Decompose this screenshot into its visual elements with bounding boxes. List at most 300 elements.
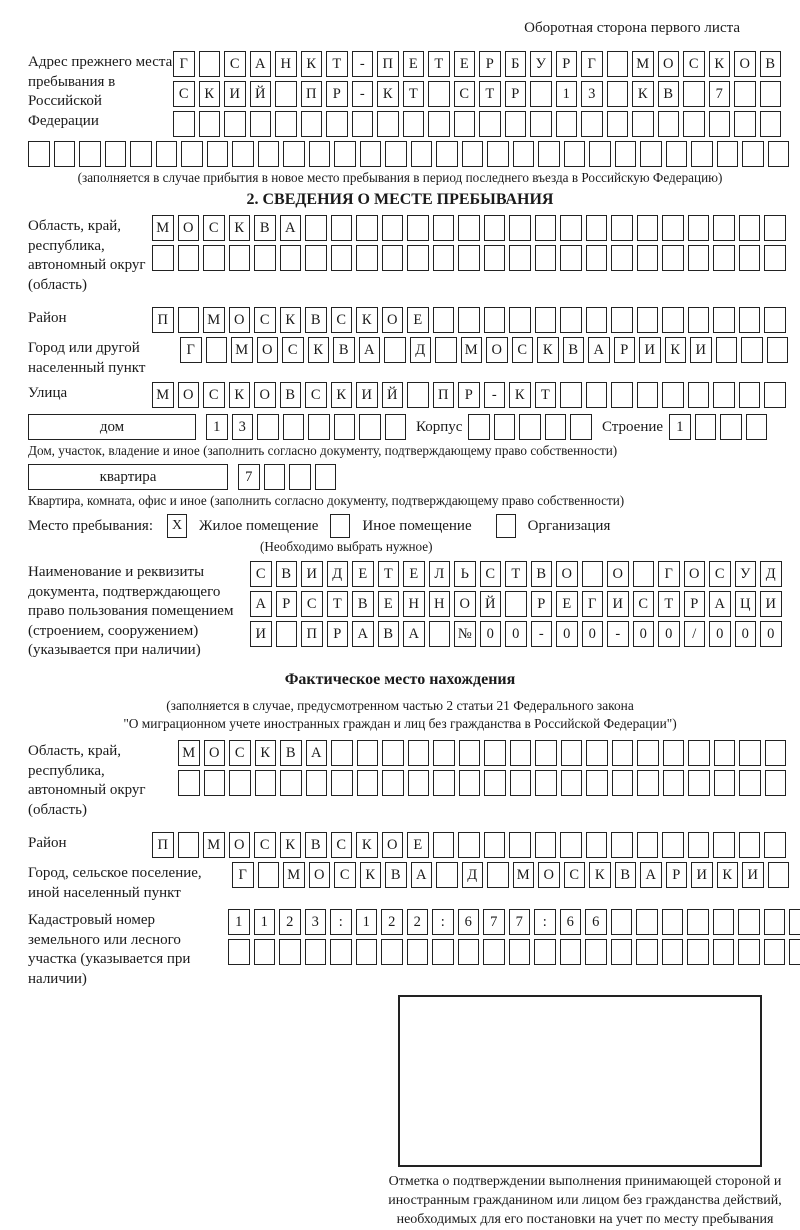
char-cell[interactable]	[385, 141, 407, 167]
char-cell[interactable]	[713, 909, 735, 935]
char-cell[interactable]	[764, 832, 786, 858]
char-cell[interactable]	[560, 832, 582, 858]
char-cell[interactable]	[484, 740, 506, 766]
char-cell[interactable]	[717, 141, 739, 167]
char-cell[interactable]: К	[308, 337, 330, 363]
char-cell[interactable]: С	[564, 862, 586, 888]
char-cell[interactable]	[408, 740, 430, 766]
char-cell[interactable]	[535, 215, 557, 241]
char-cell[interactable]: С	[480, 561, 502, 587]
char-cell[interactable]	[535, 245, 557, 271]
char-cell[interactable]	[105, 141, 127, 167]
char-cell[interactable]	[640, 141, 662, 167]
char-cell[interactable]	[411, 141, 433, 167]
char-cell[interactable]: С	[633, 591, 655, 617]
char-cell[interactable]	[636, 939, 658, 965]
char-cell[interactable]: С	[334, 862, 356, 888]
char-cell[interactable]: И	[301, 561, 323, 587]
char-cell[interactable]: С	[250, 561, 272, 587]
char-cell[interactable]: О	[178, 382, 200, 408]
char-cell[interactable]	[513, 141, 535, 167]
char-cell[interactable]	[326, 111, 348, 137]
char-cell[interactable]	[768, 141, 790, 167]
char-cell[interactable]	[275, 81, 297, 107]
char-cell[interactable]: 3	[232, 414, 254, 440]
char-cell[interactable]	[586, 832, 608, 858]
char-cell[interactable]: И	[356, 382, 378, 408]
char-cell[interactable]	[688, 832, 710, 858]
char-cell[interactable]: Т	[505, 561, 527, 587]
char-cell[interactable]	[688, 245, 710, 271]
char-cell[interactable]	[403, 111, 425, 137]
char-cell[interactable]: О	[254, 382, 276, 408]
char-cell[interactable]	[462, 141, 484, 167]
char-cell[interactable]	[308, 414, 330, 440]
char-cell[interactable]: М	[283, 862, 305, 888]
char-cell[interactable]: Т	[428, 51, 450, 77]
char-cell[interactable]: О	[257, 337, 279, 363]
char-cell[interactable]: И	[690, 337, 712, 363]
char-cell[interactable]: К	[632, 81, 654, 107]
char-cell[interactable]: В	[563, 337, 585, 363]
char-cell[interactable]: А	[588, 337, 610, 363]
char-cell[interactable]: С	[512, 337, 534, 363]
char-cell[interactable]	[510, 770, 532, 796]
char-cell[interactable]: В	[385, 862, 407, 888]
char-cell[interactable]: Н	[275, 51, 297, 77]
char-cell[interactable]: П	[301, 621, 323, 647]
char-cell[interactable]: Е	[403, 51, 425, 77]
char-cell[interactable]	[713, 215, 735, 241]
char-cell[interactable]: К	[377, 81, 399, 107]
char-cell[interactable]: Т	[326, 51, 348, 77]
char-cell[interactable]	[315, 464, 337, 490]
char-cell[interactable]	[283, 141, 305, 167]
char-cell[interactable]	[206, 337, 228, 363]
char-cell[interactable]	[741, 337, 763, 363]
char-cell[interactable]	[181, 141, 203, 167]
char-cell[interactable]	[433, 770, 455, 796]
char-cell[interactable]	[484, 245, 506, 271]
char-cell[interactable]: М	[632, 51, 654, 77]
char-cell[interactable]	[760, 81, 782, 107]
char-cell[interactable]: О	[229, 307, 251, 333]
char-cell[interactable]: К	[665, 337, 687, 363]
char-cell[interactable]	[530, 111, 552, 137]
char-cell[interactable]: В	[276, 561, 298, 587]
char-cell[interactable]: А	[306, 740, 328, 766]
char-cell[interactable]: 0	[480, 621, 502, 647]
char-cell[interactable]	[612, 770, 634, 796]
char-cell[interactable]	[739, 770, 761, 796]
char-cell[interactable]: 3	[305, 909, 327, 935]
char-cell[interactable]	[382, 740, 404, 766]
char-cell[interactable]: О	[556, 561, 578, 587]
char-cell[interactable]: 2	[407, 909, 429, 935]
char-cell[interactable]	[746, 414, 768, 440]
char-cell[interactable]	[713, 382, 735, 408]
char-cell[interactable]: 2	[381, 909, 403, 935]
char-cell[interactable]: В	[254, 215, 276, 241]
char-cell[interactable]	[484, 307, 506, 333]
char-cell[interactable]: Е	[454, 51, 476, 77]
char-cell[interactable]	[764, 307, 786, 333]
char-cell[interactable]	[509, 245, 531, 271]
char-cell[interactable]: О	[684, 561, 706, 587]
char-cell[interactable]	[560, 939, 582, 965]
char-cell[interactable]: С	[229, 740, 251, 766]
char-cell[interactable]	[688, 382, 710, 408]
char-cell[interactable]	[768, 862, 790, 888]
char-cell[interactable]: С	[305, 382, 327, 408]
char-cell[interactable]: И	[607, 591, 629, 617]
char-cell[interactable]: Т	[327, 591, 349, 617]
char-cell[interactable]: И	[224, 81, 246, 107]
char-cell[interactable]	[637, 215, 659, 241]
char-cell[interactable]	[765, 770, 787, 796]
char-cell[interactable]	[331, 215, 353, 241]
char-cell[interactable]	[276, 621, 298, 647]
char-cell[interactable]	[156, 141, 178, 167]
char-cell[interactable]: С	[282, 337, 304, 363]
char-cell[interactable]: 1	[254, 909, 276, 935]
char-cell[interactable]	[305, 215, 327, 241]
char-cell[interactable]: Д	[760, 561, 782, 587]
char-cell[interactable]: У	[530, 51, 552, 77]
char-cell[interactable]	[739, 740, 761, 766]
char-cell[interactable]	[384, 337, 406, 363]
char-cell[interactable]: О	[229, 832, 251, 858]
char-cell[interactable]: Д	[410, 337, 432, 363]
char-cell[interactable]: Г	[658, 561, 680, 587]
char-cell[interactable]: М	[513, 862, 535, 888]
char-cell[interactable]	[331, 245, 353, 271]
char-cell[interactable]: А	[250, 51, 272, 77]
char-cell[interactable]	[662, 245, 684, 271]
char-cell[interactable]: :	[534, 909, 556, 935]
char-cell[interactable]	[360, 141, 382, 167]
char-cell[interactable]: Г	[581, 51, 603, 77]
char-cell[interactable]	[435, 337, 457, 363]
char-cell[interactable]: Р	[666, 862, 688, 888]
char-cell[interactable]	[458, 245, 480, 271]
char-cell[interactable]	[385, 414, 407, 440]
char-cell[interactable]: А	[640, 862, 662, 888]
char-cell[interactable]	[764, 382, 786, 408]
char-cell[interactable]	[178, 770, 200, 796]
char-cell[interactable]	[720, 414, 742, 440]
char-cell[interactable]: М	[178, 740, 200, 766]
char-cell[interactable]: 0	[760, 621, 782, 647]
char-cell[interactable]	[487, 141, 509, 167]
char-cell[interactable]	[734, 81, 756, 107]
char-cell[interactable]	[637, 382, 659, 408]
char-cell[interactable]: К	[331, 382, 353, 408]
char-cell[interactable]	[483, 939, 505, 965]
char-cell[interactable]: П	[152, 307, 174, 333]
char-cell[interactable]	[509, 939, 531, 965]
char-cell[interactable]	[381, 939, 403, 965]
char-cell[interactable]	[637, 307, 659, 333]
char-cell[interactable]: С	[254, 307, 276, 333]
char-cell[interactable]: Т	[378, 561, 400, 587]
char-cell[interactable]: К	[537, 337, 559, 363]
char-cell[interactable]: Т	[535, 382, 557, 408]
char-cell[interactable]	[487, 862, 509, 888]
char-cell[interactable]: А	[709, 591, 731, 617]
char-cell[interactable]	[538, 141, 560, 167]
char-cell[interactable]: О	[382, 307, 404, 333]
char-cell[interactable]	[505, 591, 527, 617]
char-cell[interactable]: Р	[531, 591, 553, 617]
char-cell[interactable]: С	[224, 51, 246, 77]
char-cell[interactable]	[789, 939, 800, 965]
char-cell[interactable]: :	[432, 909, 454, 935]
char-cell[interactable]	[611, 832, 633, 858]
char-cell[interactable]	[688, 307, 710, 333]
char-cell[interactable]	[356, 939, 378, 965]
char-cell[interactable]	[279, 939, 301, 965]
char-cell[interactable]	[275, 111, 297, 137]
char-cell[interactable]	[636, 909, 658, 935]
char-cell[interactable]	[289, 464, 311, 490]
char-cell[interactable]: К	[229, 215, 251, 241]
char-cell[interactable]	[429, 621, 451, 647]
char-cell[interactable]: О	[178, 215, 200, 241]
char-cell[interactable]	[280, 245, 302, 271]
char-cell[interactable]: -	[352, 81, 374, 107]
char-cell[interactable]: -	[484, 382, 506, 408]
char-cell[interactable]: В	[280, 382, 302, 408]
char-cell[interactable]	[382, 215, 404, 241]
char-cell[interactable]	[254, 939, 276, 965]
char-cell[interactable]	[739, 832, 761, 858]
char-cell[interactable]	[207, 141, 229, 167]
char-cell[interactable]	[433, 740, 455, 766]
char-cell[interactable]	[305, 245, 327, 271]
char-cell[interactable]: М	[203, 832, 225, 858]
char-cell[interactable]: Г	[232, 862, 254, 888]
char-cell[interactable]: К	[255, 740, 277, 766]
char-cell[interactable]	[407, 215, 429, 241]
char-cell[interactable]	[739, 245, 761, 271]
char-cell[interactable]: 0	[658, 621, 680, 647]
char-cell[interactable]: -	[531, 621, 553, 647]
char-cell[interactable]	[229, 770, 251, 796]
char-cell[interactable]	[734, 111, 756, 137]
char-cell[interactable]: Е	[556, 591, 578, 617]
char-cell[interactable]	[789, 909, 800, 935]
char-cell[interactable]: Р	[276, 591, 298, 617]
char-cell[interactable]: В	[378, 621, 400, 647]
char-cell[interactable]	[611, 245, 633, 271]
char-cell[interactable]: 6	[585, 909, 607, 935]
char-cell[interactable]: С	[454, 81, 476, 107]
char-cell[interactable]: У	[735, 561, 757, 587]
char-cell[interactable]	[436, 862, 458, 888]
char-cell[interactable]	[586, 215, 608, 241]
char-cell[interactable]: Д	[327, 561, 349, 587]
char-cell[interactable]: К	[589, 862, 611, 888]
char-cell[interactable]	[545, 414, 567, 440]
char-cell[interactable]: Н	[403, 591, 425, 617]
char-cell[interactable]: К	[356, 307, 378, 333]
stay-type-checkbox-other-premises[interactable]	[330, 514, 350, 538]
char-cell[interactable]	[509, 307, 531, 333]
char-cell[interactable]: В	[658, 81, 680, 107]
char-cell[interactable]: К	[717, 862, 739, 888]
char-cell[interactable]	[479, 111, 501, 137]
char-cell[interactable]	[611, 909, 633, 935]
char-cell[interactable]	[662, 307, 684, 333]
char-cell[interactable]: Г	[180, 337, 202, 363]
char-cell[interactable]	[560, 245, 582, 271]
char-cell[interactable]: О	[734, 51, 756, 77]
char-cell[interactable]: М	[231, 337, 253, 363]
char-cell[interactable]	[204, 770, 226, 796]
char-cell[interactable]: -	[607, 621, 629, 647]
char-cell[interactable]: К	[356, 832, 378, 858]
char-cell[interactable]	[356, 215, 378, 241]
char-cell[interactable]: П	[152, 832, 174, 858]
char-cell[interactable]	[130, 141, 152, 167]
char-cell[interactable]: Е	[378, 591, 400, 617]
char-cell[interactable]: 0	[556, 621, 578, 647]
char-cell[interactable]	[764, 909, 786, 935]
char-cell[interactable]	[178, 832, 200, 858]
char-cell[interactable]: О	[538, 862, 560, 888]
char-cell[interactable]: -	[352, 51, 374, 77]
char-cell[interactable]	[458, 939, 480, 965]
char-cell[interactable]	[458, 307, 480, 333]
char-cell[interactable]: /	[684, 621, 706, 647]
char-cell[interactable]	[582, 561, 604, 587]
char-cell[interactable]: А	[352, 621, 374, 647]
char-cell[interactable]: М	[203, 307, 225, 333]
char-cell[interactable]	[739, 307, 761, 333]
char-cell[interactable]: 0	[709, 621, 731, 647]
char-cell[interactable]	[510, 740, 532, 766]
char-cell[interactable]: 2	[279, 909, 301, 935]
char-cell[interactable]: М	[152, 382, 174, 408]
char-cell[interactable]: А	[250, 591, 272, 617]
char-cell[interactable]	[687, 939, 709, 965]
char-cell[interactable]	[695, 414, 717, 440]
char-cell[interactable]: 1	[356, 909, 378, 935]
char-cell[interactable]	[352, 111, 374, 137]
char-cell[interactable]: Й	[250, 81, 272, 107]
char-cell[interactable]	[683, 81, 705, 107]
char-cell[interactable]	[283, 414, 305, 440]
char-cell[interactable]: 1	[228, 909, 250, 935]
char-cell[interactable]	[530, 81, 552, 107]
char-cell[interactable]: И	[760, 591, 782, 617]
char-cell[interactable]	[484, 215, 506, 241]
char-cell[interactable]	[428, 111, 450, 137]
char-cell[interactable]: С	[301, 591, 323, 617]
char-cell[interactable]: В	[305, 832, 327, 858]
char-cell[interactable]: В	[615, 862, 637, 888]
char-cell[interactable]: О	[607, 561, 629, 587]
char-cell[interactable]: П	[433, 382, 455, 408]
char-cell[interactable]	[570, 414, 592, 440]
char-cell[interactable]: Е	[352, 561, 374, 587]
char-cell[interactable]: И	[639, 337, 661, 363]
char-cell[interactable]	[687, 909, 709, 935]
char-cell[interactable]	[662, 832, 684, 858]
char-cell[interactable]	[560, 215, 582, 241]
char-cell[interactable]	[407, 382, 429, 408]
char-cell[interactable]: Е	[407, 307, 429, 333]
char-cell[interactable]	[433, 215, 455, 241]
char-cell[interactable]: Е	[403, 561, 425, 587]
char-cell[interactable]	[334, 414, 356, 440]
char-cell[interactable]	[586, 307, 608, 333]
char-cell[interactable]	[357, 740, 379, 766]
char-cell[interactable]	[334, 141, 356, 167]
char-cell[interactable]	[436, 141, 458, 167]
char-cell[interactable]	[662, 215, 684, 241]
char-cell[interactable]	[257, 414, 279, 440]
char-cell[interactable]: О	[454, 591, 476, 617]
char-cell[interactable]: 1	[669, 414, 691, 440]
char-cell[interactable]	[663, 770, 685, 796]
char-cell[interactable]: К	[360, 862, 382, 888]
char-cell[interactable]	[382, 245, 404, 271]
char-cell[interactable]: К	[709, 51, 731, 77]
char-cell[interactable]	[432, 939, 454, 965]
char-cell[interactable]: А	[280, 215, 302, 241]
char-cell[interactable]: 3	[581, 81, 603, 107]
char-cell[interactable]: С	[331, 832, 353, 858]
char-cell[interactable]	[408, 770, 430, 796]
char-cell[interactable]	[228, 939, 250, 965]
char-cell[interactable]: Й	[480, 591, 502, 617]
char-cell[interactable]: Н	[429, 591, 451, 617]
char-cell[interactable]: О	[658, 51, 680, 77]
char-cell[interactable]	[306, 770, 328, 796]
char-cell[interactable]	[683, 111, 705, 137]
char-cell[interactable]: Г	[582, 591, 604, 617]
char-cell[interactable]	[454, 111, 476, 137]
char-cell[interactable]	[632, 111, 654, 137]
char-cell[interactable]	[494, 414, 516, 440]
char-cell[interactable]: Р	[327, 621, 349, 647]
char-cell[interactable]: К	[301, 51, 323, 77]
char-cell[interactable]: О	[309, 862, 331, 888]
char-cell[interactable]: А	[359, 337, 381, 363]
char-cell[interactable]	[637, 740, 659, 766]
char-cell[interactable]	[586, 770, 608, 796]
char-cell[interactable]: С	[254, 832, 276, 858]
char-cell[interactable]	[637, 245, 659, 271]
char-cell[interactable]: К	[280, 307, 302, 333]
char-cell[interactable]	[713, 245, 735, 271]
char-cell[interactable]: Б	[505, 51, 527, 77]
char-cell[interactable]	[433, 832, 455, 858]
char-cell[interactable]: Й	[382, 382, 404, 408]
char-cell[interactable]	[662, 382, 684, 408]
char-cell[interactable]	[611, 939, 633, 965]
char-cell[interactable]	[407, 939, 429, 965]
char-cell[interactable]	[519, 414, 541, 440]
char-cell[interactable]	[280, 770, 302, 796]
char-cell[interactable]: Р	[479, 51, 501, 77]
char-cell[interactable]	[561, 770, 583, 796]
char-cell[interactable]	[331, 770, 353, 796]
char-cell[interactable]	[458, 215, 480, 241]
char-cell[interactable]: 6	[458, 909, 480, 935]
